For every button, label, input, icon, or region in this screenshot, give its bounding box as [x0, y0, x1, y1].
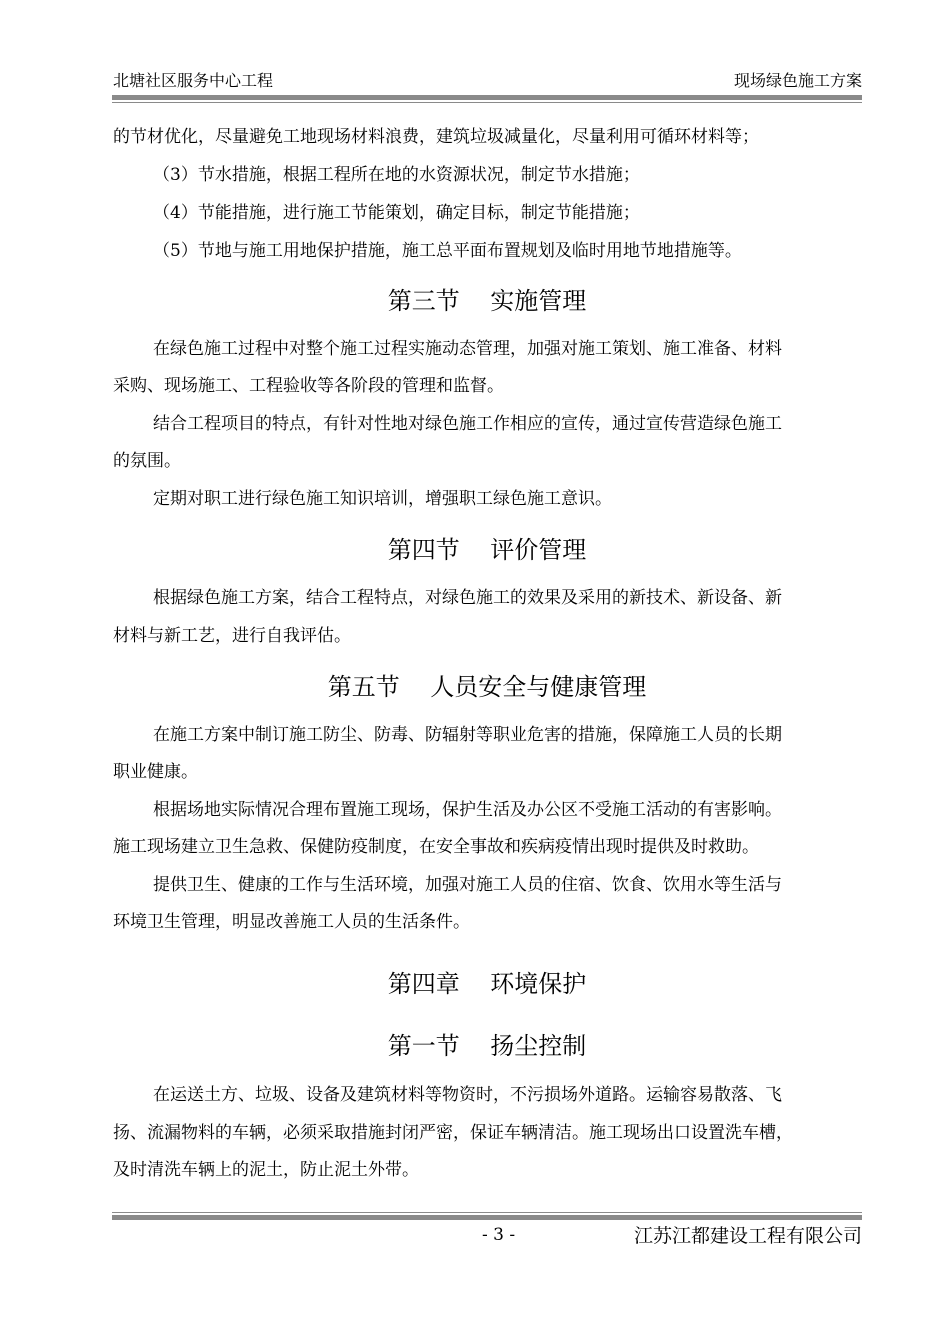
- section-heading-1: 第一节 扬尘控制: [387, 1032, 587, 1060]
- paragraph-line: 施工现场建立卫生急救、保健防疫制度，在安全事故和疾病疫情出现时提供及时救助。: [113, 837, 759, 857]
- paragraph-line: 及时清洗车辆上的泥土，防止泥土外带。: [113, 1160, 419, 1180]
- header-rule: [112, 95, 862, 100]
- paragraph-line: 根据场地实际情况合理布置施工现场，保护生活及办公区不受施工活动的有害影响。: [153, 800, 782, 820]
- paragraph-line: 环境卫生管理，明显改善施工人员的生活条件。: [113, 912, 470, 932]
- list-item-energy: （4）节能措施，进行施工节能策划，确定目标，制定节能措施；: [153, 203, 640, 223]
- paragraph-line: 在施工方案中制订施工防尘、防毒、防辐射等职业危害的措施，保障施工人员的长期: [153, 725, 782, 745]
- footer-rule: [112, 1215, 862, 1220]
- paragraph-line: 的氛围。: [113, 451, 181, 471]
- paragraph-line: 的节材优化，尽量避免工地现场材料浪费，建筑垃圾减量化，尽量利用可循环材料等；: [113, 127, 759, 147]
- section-heading-5: 第五节 人员安全与健康管理: [327, 673, 647, 701]
- paragraph-line: 在绿色施工过程中对整个施工过程实施动态管理，加强对施工策划、施工准备、材料: [153, 339, 782, 359]
- paragraph-line: 根据绿色施工方案，结合工程特点，对绿色施工的效果及采用的新技术、新设备、新: [153, 588, 782, 608]
- list-item-water: （3）节水措施，根据工程所在地的水资源状况，制定节水措施；: [153, 165, 640, 185]
- list-item-land: （5）节地与施工用地保护措施，施工总平面布置规划及临时用地节地措施等。: [153, 241, 742, 261]
- paragraph-line: 结合工程项目的特点，有针对性地对绿色施工作相应的宣传，通过宣传营造绿色施工: [153, 414, 782, 434]
- paragraph-line: 提供卫生、健康的工作与生活环境，加强对施工人员的住宿、饮食、饮用水等生活与: [153, 875, 782, 895]
- paragraph-line: 定期对职工进行绿色施工知识培训，增强职工绿色施工意识。: [153, 489, 612, 509]
- chapter-heading-4: 第四章 环境保护: [387, 970, 587, 998]
- section-heading-3: 第三节 实施管理: [387, 287, 587, 315]
- footer-company-name: 江苏江都建设工程有限公司: [633, 1225, 862, 1247]
- footer-rule-thin: [112, 1212, 862, 1213]
- section-heading-4: 第四节 评价管理: [387, 536, 587, 564]
- paragraph-line: 采购、现场施工、工程验收等各阶段的管理和监督。: [113, 376, 504, 396]
- paragraph-line: 材料与新工艺，进行自我评估。: [113, 626, 351, 646]
- paragraph-line: 在运送土方、垃圾、设备及建筑材料等物资时，不污损场外道路。运输容易散落、飞: [153, 1085, 782, 1105]
- header-document-title: 现场绿色施工方案: [733, 71, 862, 90]
- page-number: - 3 -: [482, 1225, 516, 1245]
- header-rule-thin: [112, 102, 862, 103]
- paragraph-line: 职业健康。: [113, 762, 198, 782]
- paragraph-line: 扬、流漏物料的车辆，必须采取措施封闭严密，保证车辆清洁。施工现场出口设置洗车槽，: [113, 1123, 793, 1143]
- header-project-name: 北塘社区服务中心工程: [113, 71, 274, 90]
